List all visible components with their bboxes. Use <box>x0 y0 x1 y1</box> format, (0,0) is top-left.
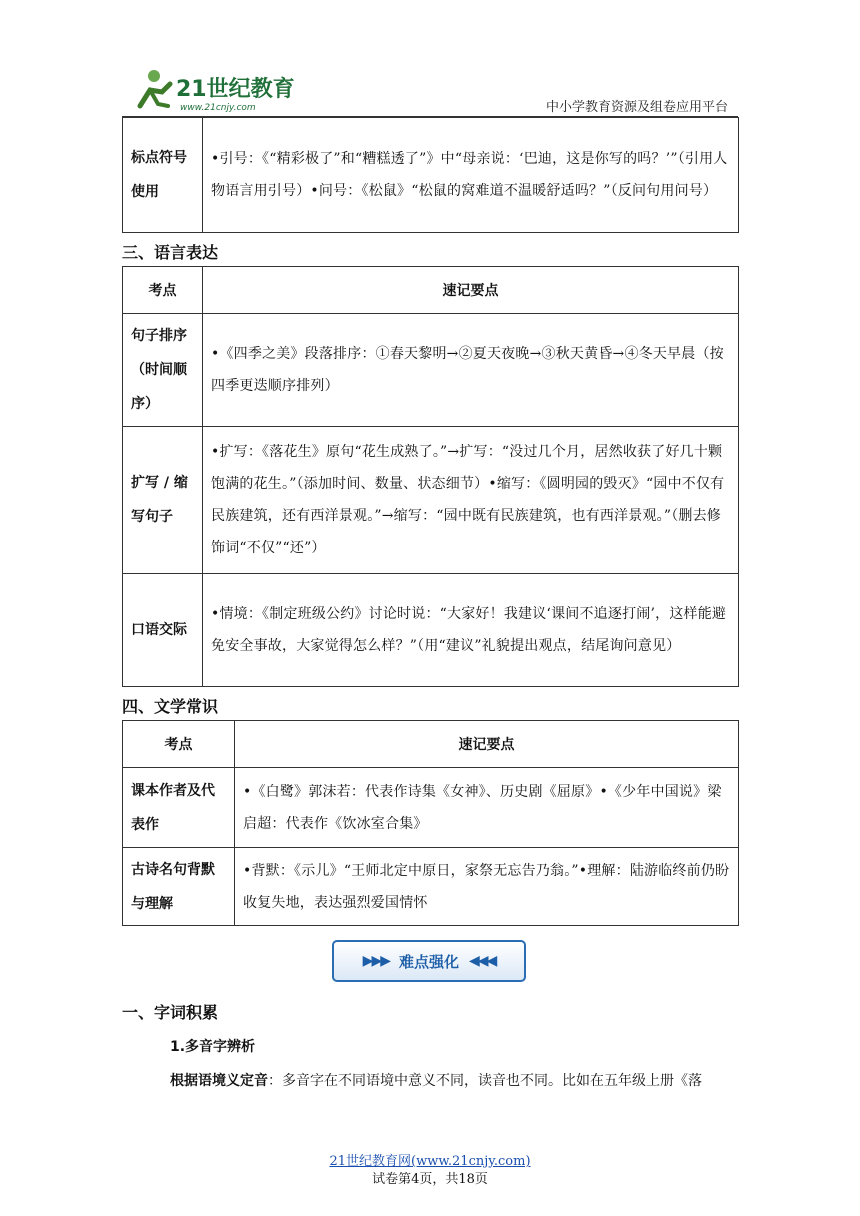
part-title: 一、字词积累 <box>122 1003 219 1022</box>
footer-link[interactable]: 21世纪教育网(www.21cnjy.com) <box>329 1154 531 1169</box>
svg-text:www.21cnjy.com: www.21cnjy.com <box>180 103 256 113</box>
table-row <box>123 848 739 926</box>
table-header-row <box>123 721 739 768</box>
table-key-cell: 口语交际 <box>123 574 203 687</box>
table-key-cell: 古诗名句背默与理解 <box>123 848 235 926</box>
section-title: 四、文学常识 <box>122 697 219 716</box>
paragraph <box>170 1070 740 1090</box>
language-expression-table <box>122 266 739 687</box>
table-row <box>123 768 739 848</box>
table-key-cell: 句子排序（时间顺序） <box>123 314 203 427</box>
subsection-title: 1.多音字辨析 <box>170 1039 256 1055</box>
difficulty-banner <box>332 940 526 982</box>
header-content: 速记要点 <box>203 267 739 314</box>
table-content-cell: •《四季之美》段落排序：①春天黎明→②夏天夜晚→③秋天黄昏→④冬天早晨（按四季更迭顺序排列） <box>203 314 739 427</box>
table-content-cell: •《白鹭》郭沫若：代表作诗集《女神》、历史剧《屈原》•《少年中国说》梁启超：代表作《饮冰室合集》 <box>235 768 739 848</box>
table-content-cell: •引号：《“精彩极了”和“糟糕透了”》中“母亲说：‘巴迪，这是你写的吗？’”（引用人物语言用引号）•问号：《松鼠》“松鼠的窝难道不温暖舒适吗？”（反问句用问号） <box>203 118 739 233</box>
section-title: 三、语言表达 <box>122 243 219 262</box>
table-row <box>123 118 739 233</box>
header-content: 速记要点 <box>235 721 739 768</box>
logo-21cnjy <box>132 66 295 114</box>
table-content-cell: •背默：《示儿》“王师北定中原日，家祭无忘告乃翁。”•理解：陆游临终前仍盼收复失地，表达强烈爱国情怀 <box>235 848 739 926</box>
table-row <box>123 314 739 427</box>
table-row <box>123 427 739 574</box>
literature-table <box>122 720 739 926</box>
platform-name: 中小学教育资源及组卷应用平台 <box>545 100 728 115</box>
page-header <box>0 0 860 120</box>
table-content-cell: •扩写：《落花生》原句“花生成熟了。”→扩写：“没过几个月，居然收获了好几十颗饱满的花生。”（添加时间、数量、状态细节）•缩写：《圆明园的毁灭》“园中不仅有民族建筑，还有西洋景观。”→缩写：“园中既有民族建筑，也有西洋景观。”（删去修饰词“不仅”“还”） <box>203 427 739 574</box>
paragraph-lead: 根据语境义定音 <box>170 1073 268 1089</box>
table-key-cell: 课本作者及代表作 <box>123 768 235 848</box>
header-key: 考点 <box>123 267 203 314</box>
header-key: 考点 <box>123 721 235 768</box>
table-header-row <box>123 267 739 314</box>
page-number: 试卷第4页，共18页 <box>372 1172 488 1187</box>
table-row <box>123 574 739 687</box>
paragraph-text: ：多音字在不同语境中意义不同，读音也不同。比如在五年级上册《落 <box>268 1073 702 1089</box>
punctuation-table <box>122 117 739 233</box>
table-content-cell: •情境：《制定班级公约》讨论时说：“大家好！我建议‘课间不追逐打闹’，这样能避免安全事故，大家觉得怎么样？”（用“建议”礼貌提出观点，结尾询问意见） <box>203 574 739 687</box>
table-key-cell: 标点符号使用 <box>123 118 203 233</box>
banner-label: 难点强化 <box>398 952 459 971</box>
table-key-cell: 扩写 / 缩写句子 <box>123 427 203 574</box>
left-arrows-icon: ◀◀◀ <box>469 953 496 969</box>
right-arrows-icon: ▶▶▶ <box>362 953 389 969</box>
svg-text:21世纪教育: 21世纪教育 <box>176 77 295 102</box>
